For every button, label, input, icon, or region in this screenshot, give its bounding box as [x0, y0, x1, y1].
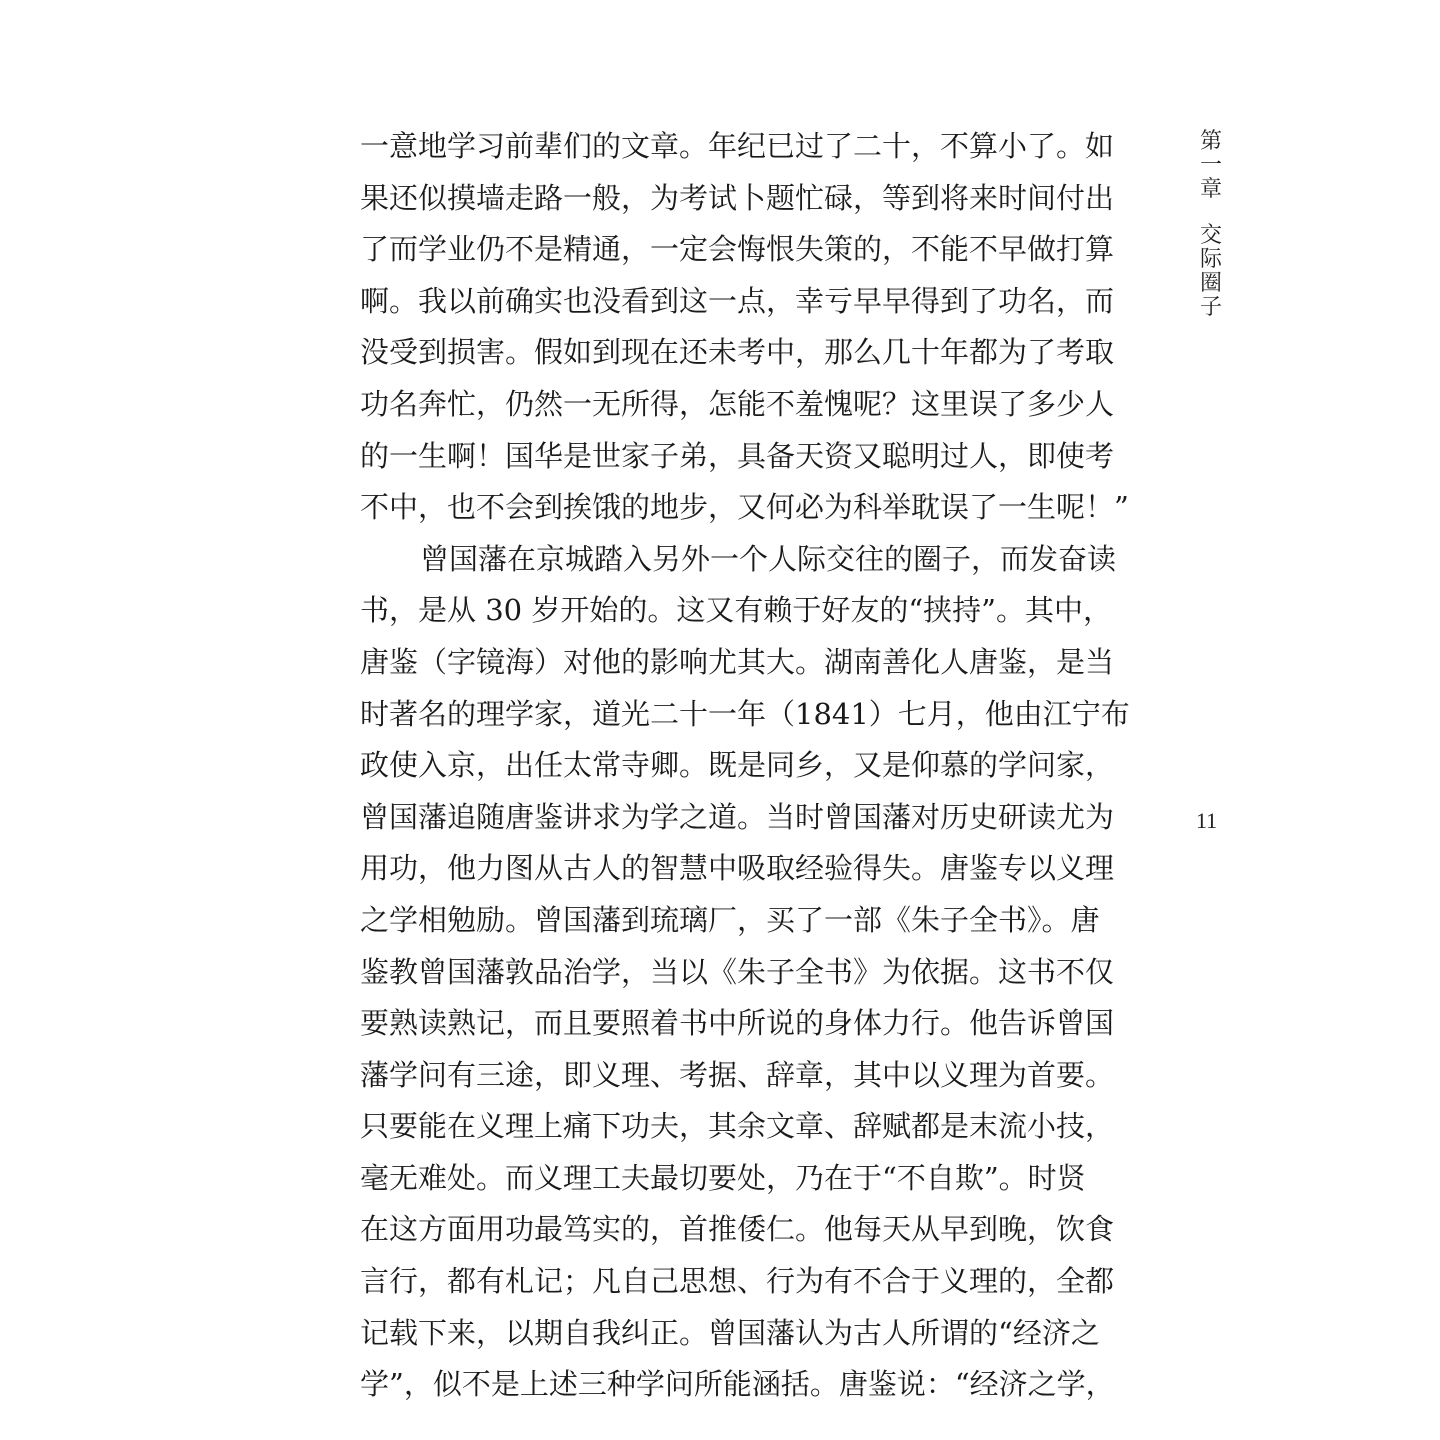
body-text: [360, 121, 1150, 1411]
running-head-char: 章: [1199, 177, 1222, 202]
text-line: 啊。我以前确实也没看到这一点，幸亏早早得到了功名，而: [360, 283, 1115, 318]
text-line: 藩学问有三途，即义理、考据、辞章，其中以义理为首要。: [360, 1057, 1115, 1092]
text-line: 功名奔忙，仍然一无所得，怎能不羞愧呢？这里误了多少人: [360, 386, 1115, 421]
running-head-char: 子: [1199, 295, 1222, 320]
text-line: 了而学业仍不是精通，一定会悔恨失策的，不能不早做打算: [360, 232, 1115, 267]
text-line: 在这方面用功最笃实的，首推倭仁。他每天从早到晚，饮食: [360, 1212, 1115, 1247]
running-head-char: 一: [1199, 153, 1222, 178]
running-head: [1196, 130, 1226, 320]
running-head-char: 第: [1199, 129, 1222, 154]
text-line: 用功，他力图从古人的智慧中吸取经验得失。唐鉴专以义理: [360, 851, 1115, 886]
text-line: 毫无难处。而义理工夫最切要处，乃在于“不自欺”。时贤: [360, 1160, 1086, 1195]
text-line: 记载下来，以期自我纠正。曾国藩认为古人所谓的“经济之: [360, 1315, 1100, 1350]
text-line: 书，是从 30 岁开始的。这又有赖于好友的“挟持”。其中，: [360, 593, 1112, 628]
paragraph-start-line: 曾国藩在京城踏入另外一个人际交往的圈子，而发奋读: [420, 541, 1117, 576]
text-line: 之学相勉励。曾国藩到琉璃厂，买了一部《朱子全书》。唐: [360, 902, 1100, 937]
text-line: 政使入京，出任太常寺卿。既是同乡，又是仰慕的学问家，: [360, 748, 1115, 783]
text-line: 唐鉴（字镜海）对他的影响尤其大。湖南善化人唐鉴，是当: [360, 644, 1115, 679]
text-line: 只要能在义理上痛下功夫，其余文章、辞赋都是末流小技，: [360, 1109, 1115, 1144]
text-line: 不中，也不会到挨饿的地步，又何必为科举耽误了一生呢！”: [360, 490, 1129, 525]
text-line: 一意地学习前辈们的文章。年纪已过了二十，不算小了。如: [360, 129, 1115, 163]
text-line: 的一生啊！国华是世家子弟，具备天资又聪明过人，即使考: [360, 438, 1115, 473]
text-line: 要熟读熟记，而且要照着书中所说的身体力行。他告诉曾国: [360, 1006, 1115, 1041]
running-head-spacer: [1196, 202, 1226, 224]
running-head-char: 交: [1199, 223, 1222, 248]
text-line: 果还似摸墙走路一般，为考试卜题忙碌，等到将来时间付出: [360, 180, 1115, 215]
running-head-char: 际: [1199, 247, 1222, 272]
text-line: 曾国藩追随唐鉴讲求为学之道。当时曾国藩对历史研读尤为: [360, 799, 1115, 834]
text-line: 鉴教曾国藩敦品治学，当以《朱子全书》为依据。这书不仅: [360, 954, 1115, 989]
text-line: 没受到损害。假如到现在还未考中，那么几十年都为了考取: [360, 335, 1115, 370]
page-number: 11: [1196, 808, 1218, 833]
text-line: 言行，都有札记；凡自己思想、行为有不合于义理的，全都: [360, 1264, 1115, 1299]
text-line: 学”，似不是上述三种学问所能涵括。唐鉴说：“经济之学，: [360, 1367, 1115, 1402]
running-head-char: 圈: [1199, 271, 1222, 296]
text-line: 时著名的理学家，道光二十一年（1841）七月，他由江宁布: [360, 696, 1130, 731]
